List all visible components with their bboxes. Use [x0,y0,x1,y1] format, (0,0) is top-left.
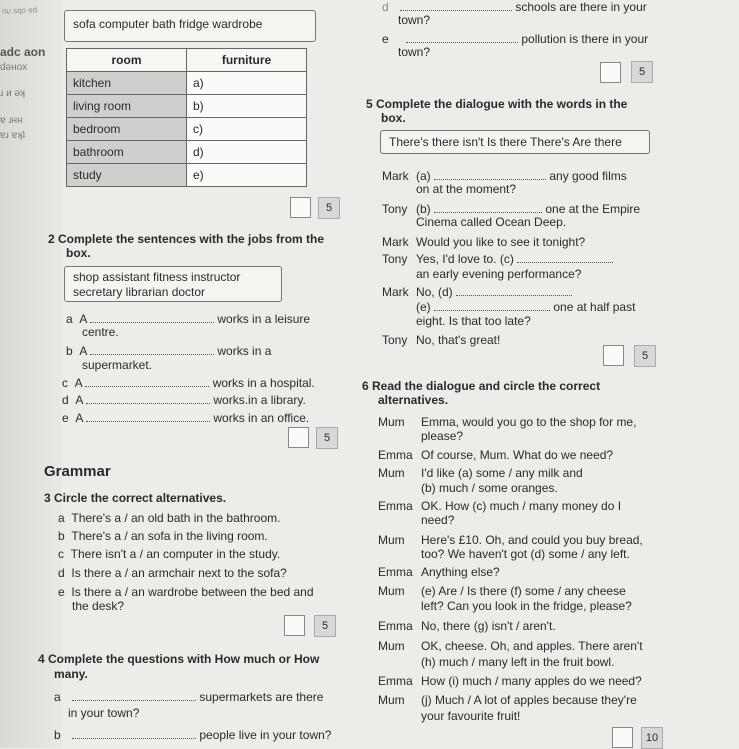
ex3-item [58,529,268,543]
answer-blank[interactable] [456,294,572,296]
score-label: 5 [631,61,653,83]
score-input-box[interactable] [600,62,621,83]
answer-blank[interactable] [85,385,209,387]
dialogue-line-cont: need? [421,513,455,527]
dialogue-box-text: There's there isn't Is there There's Are there [389,135,622,149]
line-text: one at half past [553,300,636,314]
top-item-e [382,32,648,46]
ex4-item-b [54,728,331,742]
line-text: Yes, I'd love to. (c) [416,252,514,266]
table-row [67,141,307,164]
item-text: works.in a library. [213,393,306,407]
jobs-word-box [64,266,282,302]
dialogue-line: Of course, Mum. What do we need? [421,448,614,462]
dialogue-line-cont: eight. Is that too late? [416,314,531,328]
item-text: people live in your town? [199,728,332,742]
speaker-name: Tony [382,252,408,266]
item-prefix: A [75,411,83,425]
score-input-box[interactable] [612,727,633,748]
dialogue-line-cont: an early evening performance? [416,267,582,281]
top-item-e-cont: town? [398,45,431,59]
ex2-item-d [62,393,306,407]
word-box-text: sofa computer bath fridge wardrobe [73,17,263,31]
furniture-cell: c) [187,118,307,141]
dialogue-line [416,202,640,216]
exercise-4-title: 4 Complete the questions with How much or How [38,652,320,666]
facing-page-text: adc aon [0,45,46,59]
line-text: one at the Empire [545,202,641,216]
room-cell: kitchen [67,72,187,95]
item-text: works in a hospital. [212,376,315,390]
furniture-word-box [64,10,316,42]
top-item-d-cont: town? [398,13,431,27]
speaker-name: Mark [382,169,409,183]
ex3-item [58,547,280,561]
top-item-d-letter: d [382,0,389,14]
dialogue-line [416,285,572,299]
score-input-box[interactable] [288,427,309,448]
item-letter: c [62,376,68,390]
dialogue-line: Here's £10. Oh, and could you buy bread, [421,533,643,547]
answer-blank[interactable] [86,420,210,422]
table-header-furniture: furniture [187,49,307,72]
item-prefix: A [75,393,83,407]
answer-blank[interactable] [72,699,196,701]
answer-blank[interactable] [434,211,542,213]
item-letter: e [58,585,65,599]
line-text: (e) [416,300,431,314]
dialogue-line: How (i) much / many apples do we need? [421,674,642,688]
item-letter: b [66,344,73,358]
exercise-6-title-cont: alternatives. [378,393,449,407]
facing-page-text: ɹ и әʞ [0,88,26,99]
speaker-name: Mark [382,235,409,249]
speaker-name: Mum [378,415,405,429]
item-text: schools are there in your [515,0,647,14]
ex3-item [58,585,314,599]
ex4-item-a [54,690,323,704]
table-row [67,95,307,118]
dialogue-line: No, there (g) isn't / aren't. [421,619,556,633]
ex3-item [58,566,287,580]
room-cell: bedroom [67,118,187,141]
dialogue-line: OK, cheese. Oh, and apples. There aren't [421,639,643,653]
dialogue-line: OK. How (c) much / many money do I [421,499,622,513]
ex2-item-c [62,376,315,390]
item-letter: e [62,411,69,425]
speaker-name: Emma [378,448,413,462]
answer-blank[interactable] [406,41,518,43]
table-header-room: room [67,49,187,72]
score-label: 5 [314,615,336,637]
dialogue-word-box [380,130,650,154]
room-furniture-table [66,48,307,187]
item-text: Is there a / an armchair next to the sofa? [71,566,287,580]
speaker-name: Mum [378,639,405,653]
item-text: supermarkets are there [199,690,324,704]
jobs-box-line-2: secretary librarian doctor [73,285,206,299]
item-letter: a [58,511,65,525]
item-text: works in a leisure [217,312,311,326]
table-row [67,164,307,187]
speaker-name: Emma [378,619,413,633]
line-text: No, (d) [416,285,453,299]
dialogue-line [416,252,613,266]
dialogue-line-cont: left? Can you look in the fridge, please? [421,599,632,613]
item-prefix: A [74,376,83,390]
line-text: (a) [416,169,431,183]
exercise-2-title-cont: box. [66,246,91,260]
dialogue-line: I'd like (a) some / any milk and [421,466,583,480]
ex3-item-cont: the desk? [72,599,125,613]
line-text: (b) [416,202,431,216]
exercise-4-title-cont: many. [54,667,88,681]
dialogue-line-cont: too? We haven't got (d) some / any left. [421,547,630,561]
table-row [67,72,307,95]
ex4-item-a-cont: in your town? [68,706,140,720]
speaker-name: Mum [378,466,405,480]
dialogue-line: No, that's great! [416,333,501,347]
jobs-box-line-1: shop assistant fitness instructor [73,270,241,284]
dialogue-line [416,169,627,183]
item-text: There isn't a / an computer in the study. [70,547,281,561]
line-text: any good films [549,169,627,183]
room-cell: study [67,164,187,187]
dialogue-line-cont: please? [421,429,464,443]
item-letter: b [54,728,61,742]
answer-blank[interactable] [90,353,214,355]
dialogue-line-cont: (h) much / many left in the fruit bowl. [421,655,615,669]
item-text: pollution is there in your [521,32,649,46]
answer-blank[interactable] [400,9,512,11]
grammar-heading: Grammar [44,463,111,480]
item-text: There's a / an old bath in the bathroom. [71,511,281,525]
ex3-item [58,511,280,525]
item-text: works in an office. [213,411,310,425]
facing-page-strip [0,0,62,748]
item-letter: c [58,547,64,561]
speaker-name: Mum [378,533,405,547]
facing-page-text: ɐ ɹнн [0,115,23,126]
dialogue-line: (e) Are / Is there (f) some / any cheese [421,584,626,598]
score-label: 5 [318,197,340,219]
dialogue-line: (j) Much / A lot of apples because they're [421,693,637,707]
score-input-box[interactable] [603,345,624,366]
item-text: Is there a / an wardrobe between the bed and [71,585,314,599]
ex2-item-e [62,411,309,425]
furniture-cell: d) [187,141,307,164]
item-letter: b [58,529,65,543]
answer-blank[interactable] [517,261,613,263]
item-letter: a [54,690,61,704]
exercise-5-title: 5 Complete the dialogue with the words in the [366,97,628,111]
item-prefix: A [79,312,87,326]
item-text: There's a / an sofa in the living room. [71,529,268,543]
item-prefix: A [79,344,87,358]
table-row [67,118,307,141]
room-cell: living room [67,95,187,118]
item-letter: a [66,312,73,326]
answer-blank[interactable] [434,309,550,311]
score-label: 10 [641,727,663,749]
ex2-item-b-cont: supermarket. [82,358,153,372]
speaker-name: Tony [382,333,408,347]
item-letter: d [62,393,69,407]
dialogue-line: Emma, would you go to the shop for me, [421,415,637,429]
furniture-cell: b) [187,95,307,118]
speaker-name: Emma [378,565,413,579]
dialogue-line-cont: on at the moment? [416,182,517,196]
facing-page-text: dәнох [0,62,28,73]
item-letter: d [58,566,65,580]
dialogue-line: Anything else? [421,565,500,579]
score-label: 5 [634,345,656,367]
room-cell: bathroom [67,141,187,164]
item-text: works in a [217,344,272,358]
ex2-item-a-cont: centre. [82,325,119,339]
ex2-item-b [66,344,271,358]
speaker-name: Mum [378,584,405,598]
speaker-name: Mum [378,693,405,707]
dialogue-line-cont [416,300,635,314]
dialogue-line: Would you like to see it tonight? [416,235,586,249]
answer-blank[interactable] [434,178,546,180]
answer-blank[interactable] [90,321,214,323]
answer-blank[interactable] [72,737,196,739]
speaker-name: Emma [378,674,413,688]
score-input-box[interactable] [290,197,311,218]
facing-page-text: ɐɹ ɐʞʇ [0,130,26,141]
speaker-name: Mark [382,285,409,299]
furniture-cell: a) [187,72,307,95]
facing-page-text: nu sqo ed [1,5,38,16]
furniture-cell: e) [187,164,307,187]
speaker-name: Tony [382,202,408,216]
exercise-2-title: 2 Complete the sentences with the jobs from the [48,232,325,246]
dialogue-line-cont: (b) much / some oranges. [421,481,558,495]
dialogue-line-cont: Cinema called Ocean Deep. [416,215,567,229]
exercise-5-title-cont: box. [381,111,406,125]
exercise-3-title: 3 Circle the correct alternatives. [44,491,227,505]
score-label: 5 [316,427,338,449]
answer-blank[interactable] [86,402,210,404]
score-input-box[interactable] [284,615,305,636]
item-letter: e [382,32,389,46]
dialogue-line-cont: your favourite fruit! [421,709,521,723]
top-item-d [382,0,647,14]
ex2-item-a [66,312,310,326]
exercise-6-title: 6 Read the dialogue and circle the correct [362,379,601,393]
speaker-name: Emma [378,499,413,513]
